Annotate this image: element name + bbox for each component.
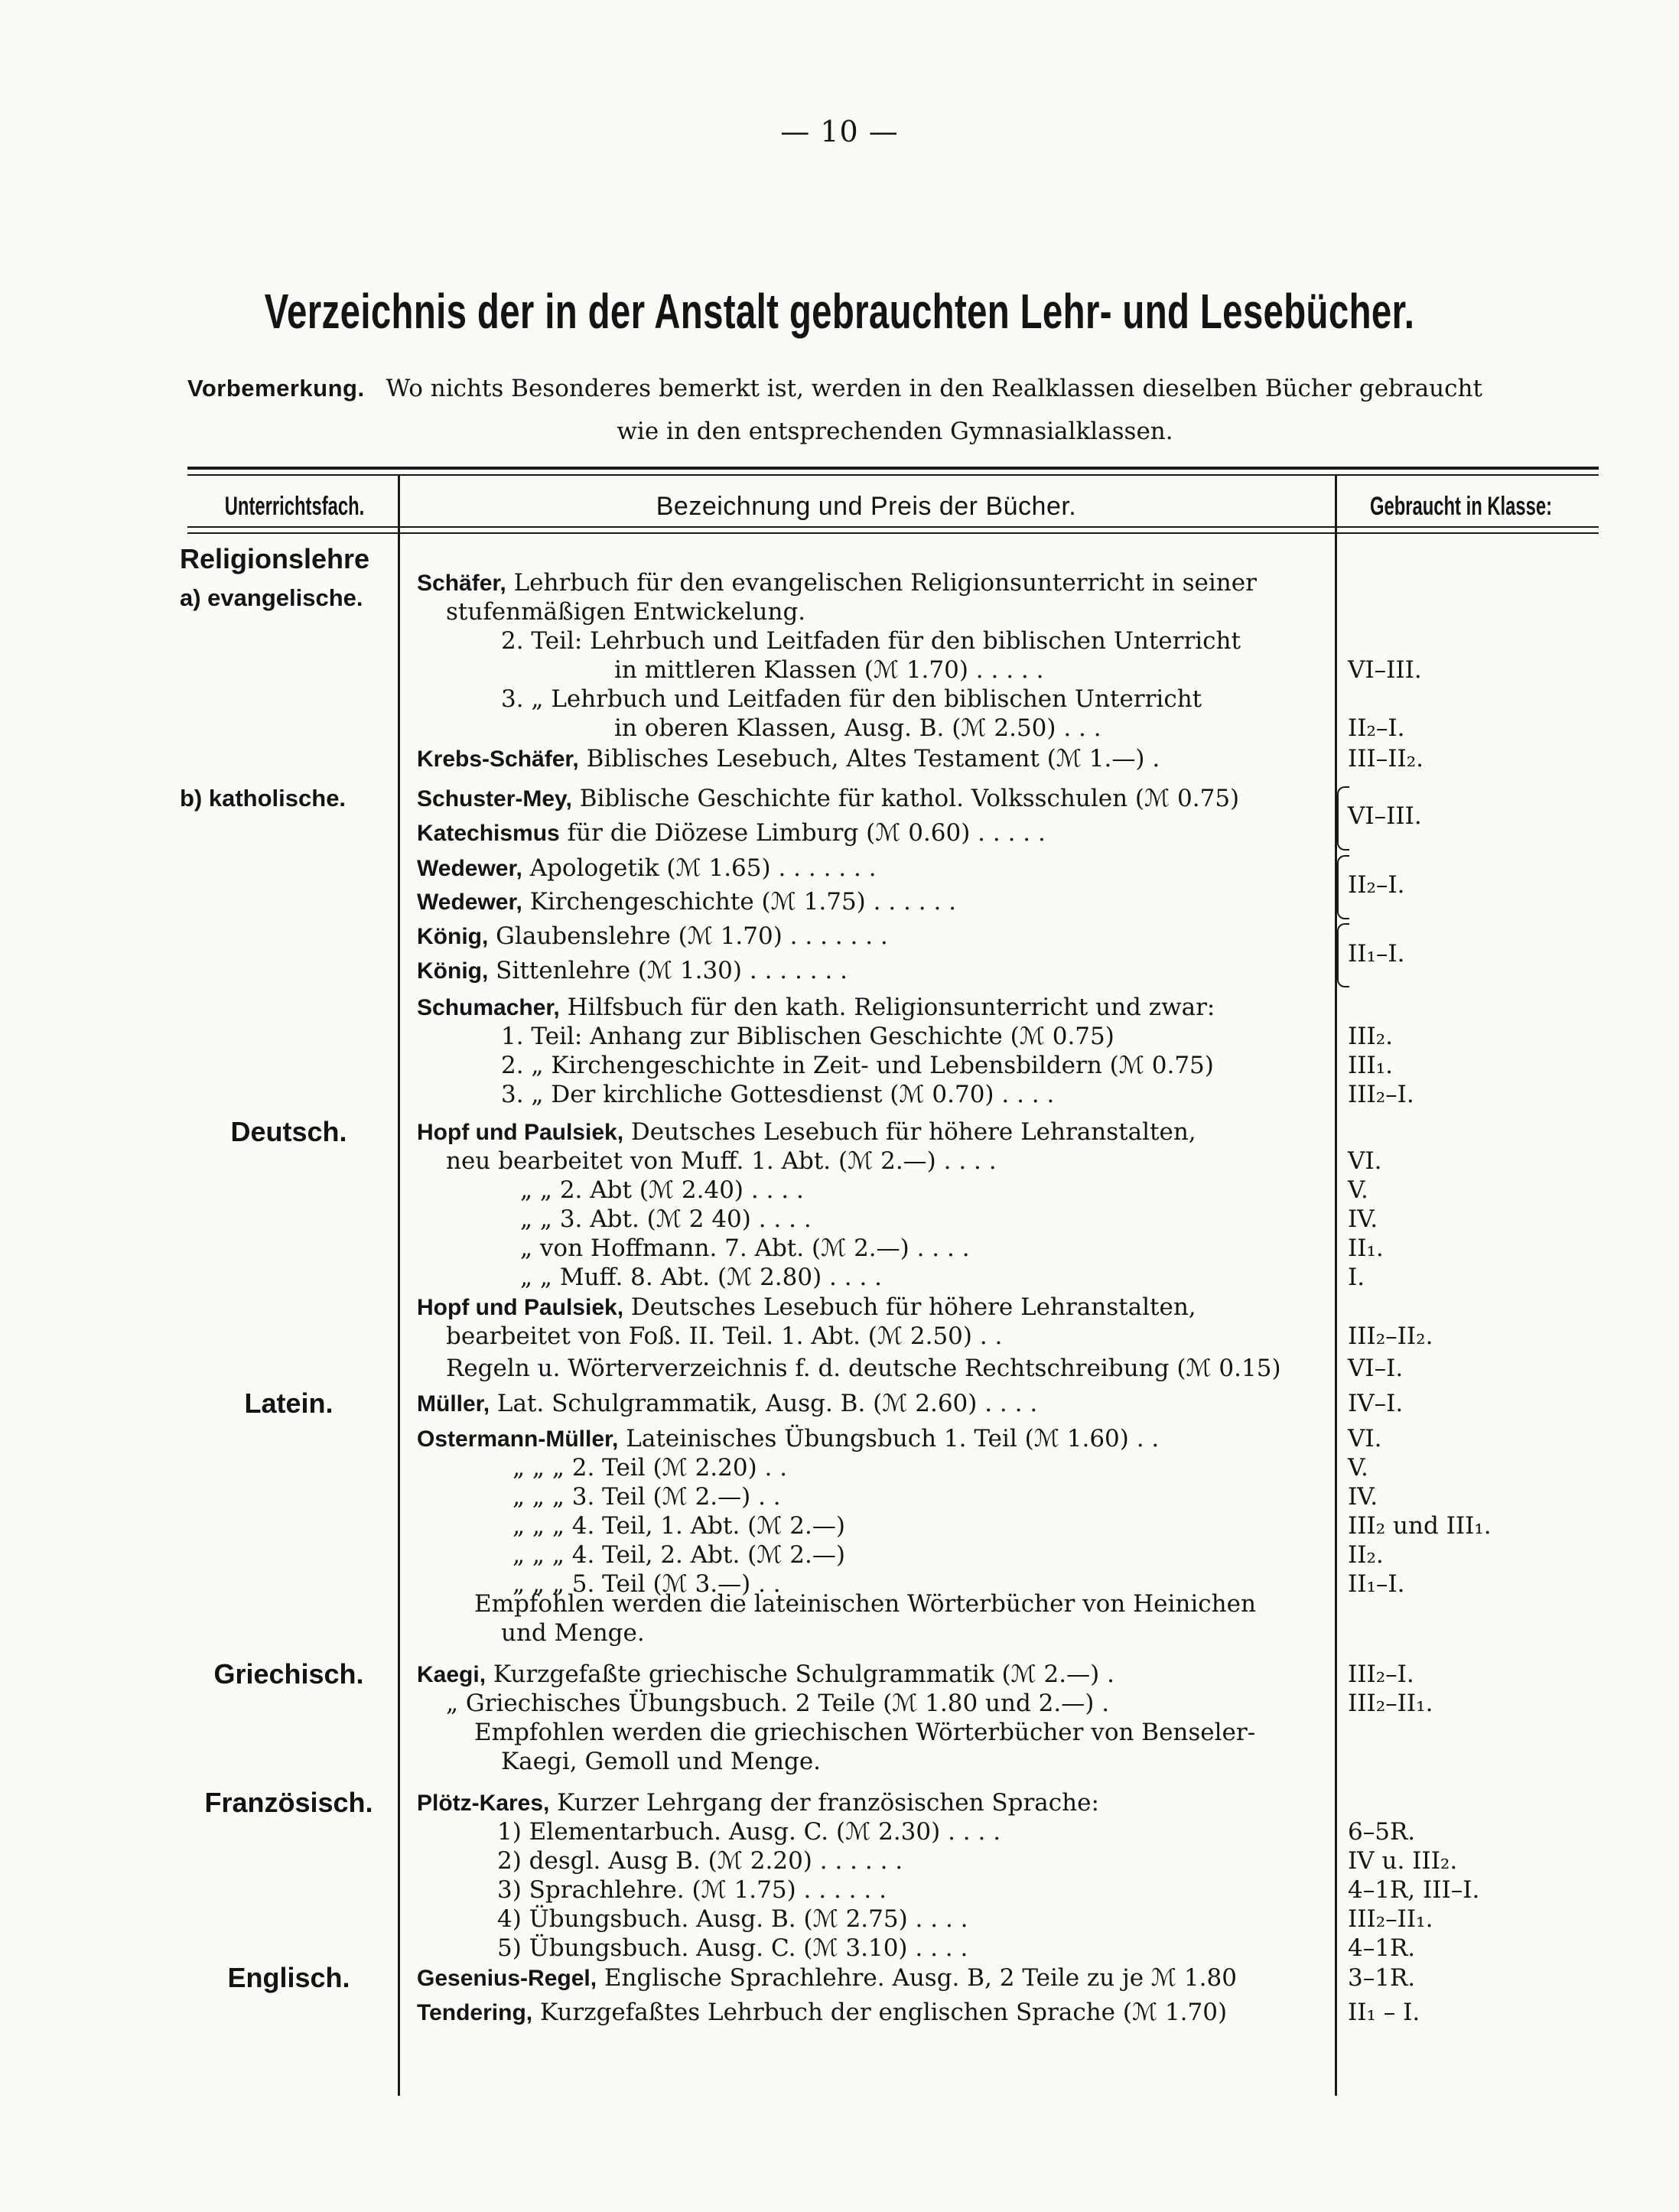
- class-value: VI–I.: [1348, 1355, 1404, 1382]
- list-item: „ von Hoffmann. 7. Abt. (ℳ 2.—) . . . .: [520, 1234, 970, 1262]
- list-item: Tendering, Kurzgefaßtes Lehrbuch der englischen Sprache (ℳ 1.70): [417, 1999, 1228, 2026]
- list-item: „ „ Muff. 8. Abt. (ℳ 2.80) . . . .: [520, 1264, 883, 1291]
- header-class: Gebraucht in Klasse:: [1369, 492, 1553, 521]
- list-item: 2. „ Kirchengeschichte in Zeit- und Lebensbildern (ℳ 0.75): [501, 1052, 1214, 1079]
- list-item: stufenmäßigen Entwickelung.: [446, 598, 806, 626]
- list-item: in mittleren Klassen (ℳ 1.70) . . . . .: [614, 656, 1044, 684]
- class-value: I.: [1348, 1264, 1365, 1291]
- list-item: bearbeitet von Foß. II. Teil. 1. Abt. (ℳ 2.50) . .: [446, 1322, 1003, 1350]
- table-top-rule: [187, 467, 1599, 470]
- class-value: IV u. III₂.: [1348, 1847, 1458, 1875]
- class-value: III₁.: [1348, 1052, 1394, 1079]
- class-value: V.: [1348, 1454, 1368, 1482]
- class-value: III₂–I.: [1348, 1661, 1414, 1688]
- list-item: Hopf und Paulsiek, Deutsches Lesebuch für höhere Lehranstalten,: [417, 1293, 1196, 1321]
- class-value: 4–1R.: [1348, 1934, 1416, 1962]
- preliminary-text-line1: Wo nichts Besonderes bemerkt ist, werden in den Realklassen dieselben Bücher gebraucht: [386, 375, 1482, 402]
- class-value: II₂–I.: [1348, 714, 1405, 742]
- list-item: 1) Elementarbuch. Ausg. C. (ℳ 2.30) . . . .: [497, 1818, 1001, 1846]
- preliminary-label: Vorbemerkung.: [187, 375, 365, 402]
- subject-german: Deutsch.: [230, 1116, 347, 1147]
- list-item: Kaegi, Gemoll und Menge.: [501, 1748, 822, 1775]
- subject-religion: Religionslehre: [180, 543, 370, 574]
- subject-french: Französisch.: [204, 1787, 373, 1818]
- list-item: 2) desgl. Ausg B. (ℳ 2.20) . . . . . .: [497, 1847, 903, 1875]
- list-item: Schuster-Mey, Biblische Geschichte für kathol. Volksschulen (ℳ 0.75): [417, 785, 1240, 812]
- class-value: II₂–I.: [1348, 871, 1405, 899]
- list-item: „ „ „ 2. Teil (ℳ 2.20) . .: [512, 1454, 788, 1482]
- list-item: Empfohlen werden die lateinischen Wörterbücher von Heinichen: [474, 1590, 1256, 1618]
- class-value: II₁ – I.: [1348, 1999, 1420, 2026]
- subject-english: Englisch.: [227, 1962, 350, 1993]
- class-value: IV–I.: [1348, 1390, 1404, 1417]
- list-item: König, Sittenlehre (ℳ 1.30) . . . . . . .: [417, 957, 848, 984]
- class-value: IV.: [1348, 1205, 1378, 1233]
- class-value: 6–5R.: [1348, 1818, 1416, 1846]
- list-item: Hopf und Paulsiek, Deutsches Lesebuch für höhere Lehranstalten,: [417, 1118, 1196, 1146]
- list-item: Schäfer, Lehrbuch für den evangelischen Religionsunterricht in seiner: [417, 569, 1257, 597]
- column-divider-left: [398, 474, 400, 2096]
- class-value: V.: [1348, 1176, 1368, 1204]
- class-value: 4–1R, III–I.: [1348, 1876, 1480, 1904]
- subject-evangelical: a) evangelische.: [180, 584, 363, 611]
- list-item: „ „ 3. Abt. (ℳ 2 40) . . . .: [520, 1205, 812, 1233]
- list-item: Regeln u. Wörterverzeichnis f. d. deutsche Rechtschreibung (ℳ 0.15): [446, 1355, 1281, 1382]
- list-item: neu bearbeitet von Muff. 1. Abt. (ℳ 2.—) . . . .: [446, 1147, 997, 1175]
- class-value: II₁–I.: [1348, 1570, 1405, 1598]
- list-item: „ „ „ 4. Teil, 1. Abt. (ℳ 2.—): [512, 1512, 845, 1540]
- list-item: und Menge.: [501, 1619, 645, 1647]
- list-item: König, Glaubenslehre (ℳ 1.70) . . . . . . .: [417, 922, 888, 950]
- list-item: Krebs-Schäfer, Biblisches Lesebuch, Altes Testament (ℳ 1.—) .: [417, 745, 1160, 773]
- class-value: 3–1R.: [1348, 1964, 1416, 1992]
- list-item: Plötz-Kares, Kurzer Lehrgang der französischen Sprache:: [417, 1789, 1099, 1817]
- preliminary-text-line2: wie in den entsprechenden Gymnasialklassen.: [617, 418, 1173, 445]
- class-value: III–II₂.: [1348, 745, 1424, 773]
- page-title: Verzeichnis der in der Anstalt gebrauchten Lehr- und Lesebücher.: [264, 284, 1415, 339]
- list-item: 3) Sprachlehre. (ℳ 1.75) . . . . . .: [497, 1876, 887, 1904]
- class-value: III₂–I.: [1348, 1081, 1414, 1108]
- class-value: VI–III.: [1348, 656, 1422, 684]
- class-value: II₂.: [1348, 1541, 1384, 1569]
- list-item: 5) Übungsbuch. Ausg. C. (ℳ 3.10) . . . .: [497, 1934, 968, 1962]
- class-value: III₂ und III₁.: [1348, 1512, 1492, 1540]
- subject-catholic: b) katholische.: [180, 785, 347, 812]
- list-item: Schumacher, Hilfsbuch für den kath. Religionsunterricht und zwar:: [417, 994, 1215, 1021]
- list-item: „ „ „ 4. Teil, 2. Abt. (ℳ 2.—): [512, 1541, 845, 1569]
- list-item: „ „ „ 5. Teil (ℳ 3.—) . .: [512, 1570, 781, 1598]
- class-value: II₁.: [1348, 1234, 1384, 1262]
- list-item: „ „ 2. Abt (ℳ 2.40) . . . .: [520, 1176, 804, 1204]
- page-number: — 10 —: [780, 115, 899, 148]
- class-value: III₂–II₁.: [1348, 1690, 1433, 1717]
- class-value: IV.: [1348, 1483, 1378, 1511]
- class-value: III₂.: [1348, 1023, 1394, 1050]
- list-item: in oberen Klassen, Ausg. B. (ℳ 2.50) . . .: [614, 714, 1101, 742]
- list-item: Empfohlen werden die griechischen Wörterbücher von Benseler-: [474, 1719, 1256, 1746]
- class-value: II₁–I.: [1348, 940, 1405, 968]
- list-item: 1. Teil: Anhang zur Biblischen Geschichte (ℳ 0.75): [501, 1023, 1114, 1050]
- list-item: Wedewer, Apologetik (ℳ 1.65) . . . . . . .: [417, 854, 877, 882]
- preliminary-note: [187, 367, 1603, 453]
- header-subject: Unterrichtsfach.: [224, 492, 365, 521]
- list-item: 4) Übungsbuch. Ausg. B. (ℳ 2.75) . . . .: [497, 1905, 968, 1933]
- header-books: Bezeichnung und Preis der Bücher.: [656, 492, 1077, 521]
- list-item: Ostermann-Müller, Lateinisches Übungsbuch 1. Teil (ℳ 1.60) . .: [417, 1425, 1160, 1452]
- list-item: Müller, Lat. Schulgrammatik, Ausg. B. (ℳ 2.60) . . . .: [417, 1390, 1038, 1417]
- list-item: Katechismus für die Diözese Limburg (ℳ 0.60) . . . . .: [417, 819, 1046, 847]
- class-value: III₂–II₁.: [1348, 1905, 1433, 1933]
- class-value: VI–III.: [1348, 802, 1422, 830]
- list-item: 2. Teil: Lehrbuch und Leitfaden für den biblischen Unterricht: [501, 627, 1241, 655]
- class-value: III₂–II₂.: [1348, 1322, 1433, 1350]
- list-item: 3. „ Lehrbuch und Leitfaden für den biblischen Unterricht: [501, 685, 1202, 713]
- list-item: Gesenius-Regel, Englische Sprachlehre. Ausg. B, 2 Teile zu je ℳ 1.80: [417, 1964, 1237, 1992]
- list-item: 3. „ Der kirchliche Gottesdienst (ℳ 0.70) . . . .: [501, 1081, 1055, 1108]
- list-item: Wedewer, Kirchengeschichte (ℳ 1.75) . . . . . .: [417, 888, 957, 916]
- subject-greek: Griechisch.: [213, 1658, 364, 1690]
- list-item: „ „ „ 3. Teil (ℳ 2.—) . .: [512, 1483, 781, 1511]
- class-value: VI.: [1348, 1147, 1382, 1175]
- class-value: VI.: [1348, 1425, 1382, 1452]
- list-item: Kaegi, Kurzgefaßte griechische Schulgrammatik (ℳ 2.—) .: [417, 1661, 1114, 1688]
- subject-latin: Latein.: [244, 1387, 334, 1419]
- list-item: „ Griechisches Übungsbuch. 2 Teile (ℳ 1.80 und 2.—) .: [446, 1690, 1110, 1717]
